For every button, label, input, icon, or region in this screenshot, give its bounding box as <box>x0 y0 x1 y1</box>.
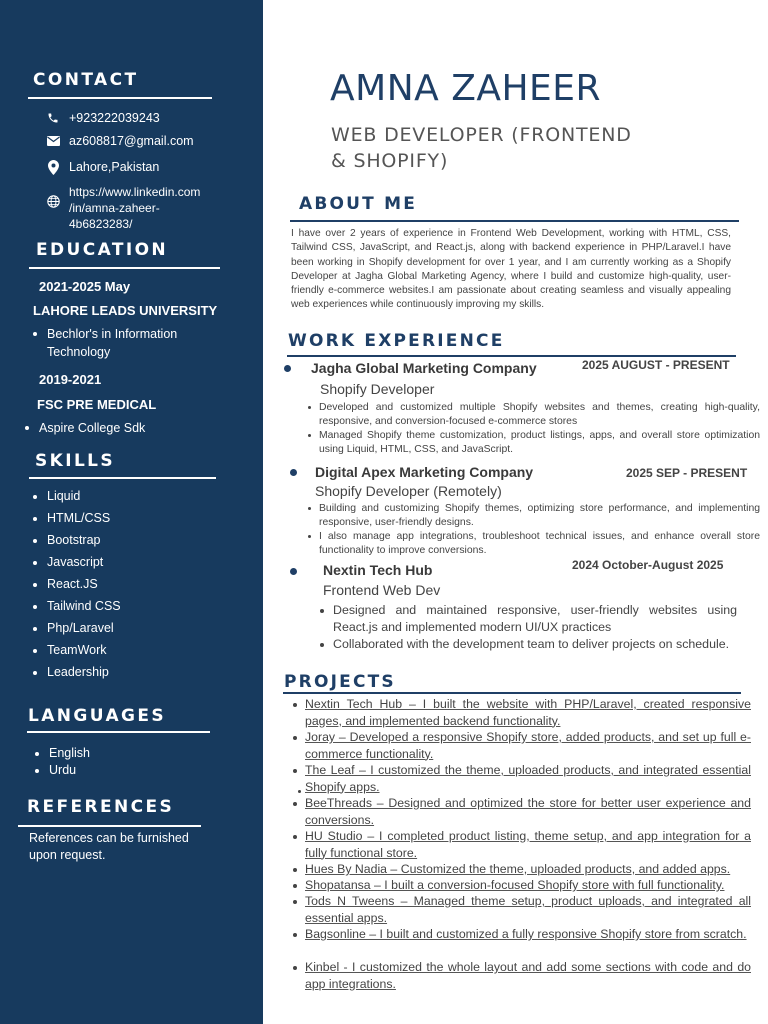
skill-item: HTML/CSS <box>47 511 111 525</box>
skill-item: Liquid <box>47 489 81 503</box>
references-text: References can be furnished upon request. <box>29 831 189 862</box>
skill-item: TeamWork <box>47 643 107 657</box>
skill-item: React.JS <box>47 577 98 591</box>
skill-item: Tailwind CSS <box>47 599 121 613</box>
project-item-tods-n-tweens[interactable]: Tods N Tweens – Managed theme setup, product uploads, and integrated all essential apps. <box>305 894 751 925</box>
job-dates: 2025 AUGUST - PRESENT <box>582 358 730 372</box>
education-rule <box>29 267 220 269</box>
stray-bullet <box>298 790 301 793</box>
education-heading: EDUCATION <box>36 240 169 260</box>
job-marker <box>290 469 297 476</box>
job-company: Nextin Tech Hub <box>323 562 433 578</box>
job-bullet: Managed Shopify theme customization, product listings, apps, and overall store optimization using Liquid, HTML, CSS, and JavaScript. <box>319 430 760 455</box>
location-text: Lahore,Pakistan <box>69 160 160 174</box>
skill-item: Bootstrap <box>47 533 101 547</box>
job-bullet: Building and customizing Shopify themes, optimizing store performance, and implementing responsive, user-friendly designs. <box>319 503 760 528</box>
education-detail-2: Aspire College Sdk <box>39 419 199 437</box>
job-bullet: I also manage app integrations, troubleshoot technical issues, and enhance overall store functionality to improve conversions. <box>319 531 760 556</box>
candidate-name: AMNA ZAHEER <box>330 68 602 109</box>
job-company: Jagha Global Marketing Company <box>311 360 537 376</box>
projects-rule <box>283 692 741 694</box>
skills-rule <box>29 477 216 479</box>
sidebar <box>0 0 263 1024</box>
job-position: Frontend Web Dev <box>323 582 441 598</box>
contact-phone <box>44 110 160 126</box>
job-marker <box>284 365 291 372</box>
linkedin-url: https://www.linkedin.com /in/amna-zaheer- 4b6823283/ <box>69 185 201 231</box>
contact-heading: CONTACT <box>33 70 139 90</box>
email-address: az608817@gmail.com <box>69 134 194 148</box>
job-position: Shopify Developer (Remotely) <box>315 483 502 499</box>
project-item-hu-studio[interactable]: HU Studio – I completed product listing, theme setup, and app integration for a fully functional store. <box>305 829 751 860</box>
about-rule <box>290 220 739 222</box>
about-heading: ABOUT ME <box>299 194 418 214</box>
project-item-joray[interactable]: Joray – Developed a responsive Shopify store, added products, and set up full e-commerce functionality. <box>305 730 751 761</box>
education-school-1: LAHORE LEADS UNIVERSITY <box>33 303 218 318</box>
contact-linkedin <box>44 184 219 232</box>
job-marker <box>290 568 297 575</box>
phone-number: +923222039243 <box>69 111 160 125</box>
project-item-shopatansa[interactable]: Shopatansa – I built a conversion-focused Shopify store with full functionality. <box>305 877 751 894</box>
contact-location <box>44 159 159 175</box>
project-item-nextin[interactable]: Nextin Tech Hub – I built the website with PHP/Laravel, created responsive pages, and implemented backend functionality. <box>305 697 751 728</box>
project-item-bagsonline[interactable]: Bagsonline – I built and customized a fully responsive Shopify store from scratch. <box>305 926 751 943</box>
project-item-the-leaf[interactable]: The Leaf – I customized the theme, uploaded products, and integrated essential Shopify apps. <box>305 763 751 794</box>
contact-rule <box>28 97 212 99</box>
project-item-kinbel[interactable]: Kinbel - I customized the whole layout and add some sections with code and do app integrations. <box>305 960 751 991</box>
languages-rule <box>27 731 210 733</box>
email-icon <box>44 133 62 149</box>
job-dates: 2025 SEP - PRESENT <box>626 466 748 480</box>
globe-icon <box>44 193 62 209</box>
phone-icon <box>44 110 62 126</box>
candidate-role: WEB DEVELOPER (FRONTEND & SHOPIFY) <box>331 124 632 172</box>
skill-item: Javascript <box>47 555 104 569</box>
job-dates: 2024 October-August 2025 <box>572 558 724 572</box>
job-company: Digital Apex Marketing Company <box>315 464 534 480</box>
project-item-beethreads[interactable]: BeeThreads – Designed and optimized the store for better user experience and conversions. <box>305 796 751 827</box>
location-icon <box>44 159 62 175</box>
job-position: Shopify Developer <box>320 381 435 397</box>
languages-heading: LANGUAGES <box>28 706 167 726</box>
job-bullet: Designed and maintained responsive, user-friendly websites using React.js and implemented modern UI/UX practices <box>333 603 737 634</box>
skill-item: Php/Laravel <box>47 621 114 635</box>
language-item: Urdu <box>49 763 77 777</box>
skills-heading: SKILLS <box>35 451 116 471</box>
language-item: English <box>49 746 90 760</box>
references-heading: REFERENCES <box>27 797 175 817</box>
education-detail-1: Bechlor's in Information Technology <box>47 325 207 361</box>
job-bullet: Developed and customized multiple Shopify websites and themes, creating high-quality, responsive, and conversion-focused e-commerce stores <box>319 402 760 427</box>
education-school-2: FSC PRE MEDICAL <box>37 397 157 412</box>
education-years-2: 2019-2021 <box>39 372 102 387</box>
projects-heading: PROJECTS <box>284 672 396 692</box>
references-rule <box>18 825 201 827</box>
work-rule <box>287 355 736 357</box>
project-item-hues-by-nadia[interactable]: Hues By Nadia – Customized the theme, uploaded products, and added apps. <box>305 861 751 878</box>
contact-email <box>44 133 194 149</box>
about-text: I have over 2 years of experience in Frontend Web Development, working with HTML, CSS, Tailwind CSS, JavaScript, and React.js, along with backend experience in PHP/Laravel.I have been working in Shopify development for over 1 year, and I am currently working as a Shopify Developer at Jagha Global Marketing Agency, where I build and customize high-quality, user-friendly e-commerce websites.I am passionate about creating seamless and visually appealing web experiences while continuously improving my skills. <box>291 228 731 311</box>
job-bullet: Collaborated with the development team to deliver projects on schedule. <box>333 636 737 653</box>
work-heading: WORK EXPERIENCE <box>288 331 505 351</box>
education-years-1: 2021-2025 May <box>39 279 131 294</box>
skill-item: Leadership <box>47 665 109 679</box>
